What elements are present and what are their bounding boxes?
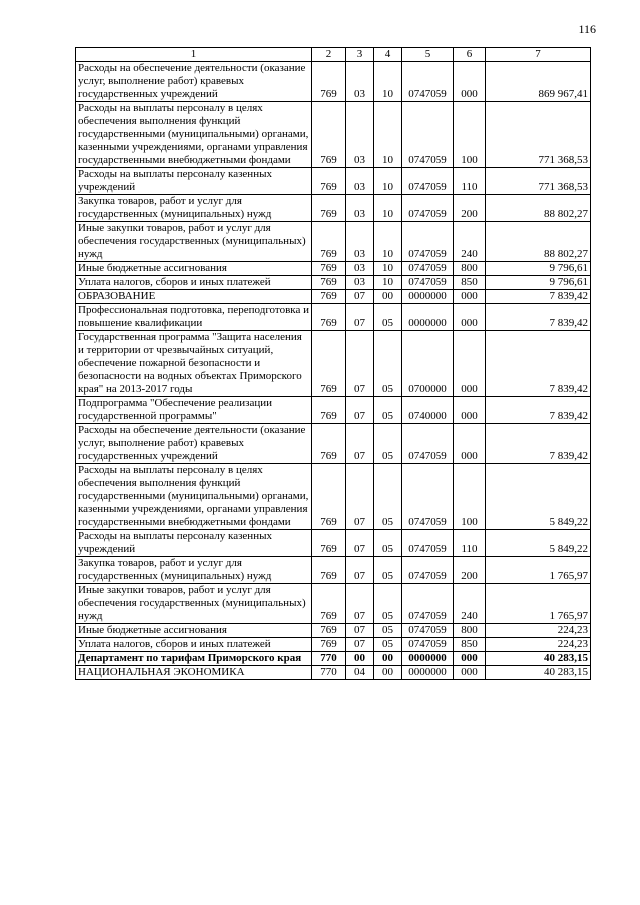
row-code-cell: 850	[454, 276, 486, 290]
row-code-cell: 03	[346, 276, 374, 290]
row-amount-cell: 224,23	[486, 624, 591, 638]
row-amount-cell: 5 849,22	[486, 464, 591, 530]
row-code-cell: 769	[312, 424, 346, 464]
header-cell: 4	[374, 48, 402, 62]
table-row	[76, 222, 591, 262]
row-code-cell: 769	[312, 168, 346, 195]
row-amount-cell: 9 796,61	[486, 262, 591, 276]
row-name-cell: Иные бюджетные ассигнования	[76, 624, 312, 638]
row-code-cell: 03	[346, 62, 374, 102]
row-amount-cell: 771 368,53	[486, 102, 591, 168]
row-amount-cell: 5 849,22	[486, 530, 591, 557]
table-row	[76, 666, 591, 680]
row-code-cell: 770	[312, 652, 346, 666]
row-code-cell: 0747059	[402, 168, 454, 195]
row-name-cell: Государственная программа "Защита населения и территории от чрезвычайных ситуаций, обеспечение пожарной безопасности и безопасности на водных объектах Приморского края" на 2013-2017 годы	[76, 331, 312, 397]
row-name-cell: НАЦИОНАЛЬНАЯ ЭКОНОМИКА	[76, 666, 312, 680]
row-code-cell: 07	[346, 464, 374, 530]
row-amount-cell: 1 765,97	[486, 584, 591, 624]
table-row	[76, 195, 591, 222]
row-code-cell: 769	[312, 276, 346, 290]
row-code-cell: 769	[312, 222, 346, 262]
row-code-cell: 0747059	[402, 62, 454, 102]
row-code-cell: 769	[312, 464, 346, 530]
row-code-cell: 770	[312, 666, 346, 680]
table-row	[76, 102, 591, 168]
table-row	[76, 304, 591, 331]
row-code-cell: 769	[312, 195, 346, 222]
row-amount-cell: 9 796,61	[486, 276, 591, 290]
row-code-cell: 07	[346, 584, 374, 624]
table-row	[76, 624, 591, 638]
row-code-cell: 0747059	[402, 624, 454, 638]
row-code-cell: 0747059	[402, 102, 454, 168]
row-name-cell: Подпрограмма "Обеспечение реализации государственной программы"	[76, 397, 312, 424]
table-row	[76, 168, 591, 195]
row-code-cell: 800	[454, 624, 486, 638]
row-name-cell: Иные закупки товаров, работ и услуг для обеспечения государственных (муниципальных) нужд	[76, 584, 312, 624]
header-cell: 2	[312, 48, 346, 62]
row-code-cell: 000	[454, 304, 486, 331]
row-name-cell: Уплата налогов, сборов и иных платежей	[76, 638, 312, 652]
row-name-cell: Расходы на выплаты персоналу в целях обеспечения выполнения функций государственными (муниципальными) органами, казенными учреждениями, органами управления государственными внебюджетными фондами	[76, 102, 312, 168]
row-code-cell: 07	[346, 557, 374, 584]
header-cell: 5	[402, 48, 454, 62]
row-code-cell: 769	[312, 624, 346, 638]
row-code-cell: 0740000	[402, 397, 454, 424]
row-code-cell: 05	[374, 530, 402, 557]
row-code-cell: 10	[374, 222, 402, 262]
row-amount-cell: 224,23	[486, 638, 591, 652]
row-code-cell: 769	[312, 331, 346, 397]
row-code-cell: 769	[312, 397, 346, 424]
table-row	[76, 652, 591, 666]
row-code-cell: 0747059	[402, 195, 454, 222]
row-code-cell: 10	[374, 102, 402, 168]
row-amount-cell: 7 839,42	[486, 424, 591, 464]
row-code-cell: 00	[374, 290, 402, 304]
row-code-cell: 07	[346, 638, 374, 652]
header-cell: 6	[454, 48, 486, 62]
row-code-cell: 00	[374, 652, 402, 666]
row-code-cell: 000	[454, 62, 486, 102]
row-code-cell: 800	[454, 262, 486, 276]
row-name-cell: Уплата налогов, сборов и иных платежей	[76, 276, 312, 290]
row-code-cell: 0747059	[402, 222, 454, 262]
row-code-cell: 769	[312, 290, 346, 304]
row-amount-cell: 7 839,42	[486, 331, 591, 397]
row-code-cell: 000	[454, 397, 486, 424]
row-amount-cell: 40 283,15	[486, 652, 591, 666]
row-code-cell: 10	[374, 62, 402, 102]
row-code-cell: 000	[454, 652, 486, 666]
row-code-cell: 10	[374, 195, 402, 222]
table-row	[76, 62, 591, 102]
table-header-row	[76, 48, 591, 62]
row-code-cell: 10	[374, 168, 402, 195]
table-row	[76, 262, 591, 276]
row-code-cell: 200	[454, 557, 486, 584]
row-code-cell: 05	[374, 424, 402, 464]
table-row	[76, 584, 591, 624]
row-code-cell: 05	[374, 304, 402, 331]
row-code-cell: 200	[454, 195, 486, 222]
row-code-cell: 0000000	[402, 652, 454, 666]
row-code-cell: 240	[454, 222, 486, 262]
header-cell: 3	[346, 48, 374, 62]
row-code-cell: 240	[454, 584, 486, 624]
row-code-cell: 03	[346, 222, 374, 262]
row-code-cell: 100	[454, 102, 486, 168]
row-code-cell: 05	[374, 397, 402, 424]
row-code-cell: 0000000	[402, 290, 454, 304]
row-code-cell: 05	[374, 557, 402, 584]
row-code-cell: 0747059	[402, 262, 454, 276]
row-code-cell: 10	[374, 262, 402, 276]
row-code-cell: 0000000	[402, 666, 454, 680]
row-code-cell: 05	[374, 464, 402, 530]
row-code-cell: 110	[454, 168, 486, 195]
table-row	[76, 530, 591, 557]
row-code-cell: 10	[374, 276, 402, 290]
table-row	[76, 397, 591, 424]
row-name-cell: ОБРАЗОВАНИЕ	[76, 290, 312, 304]
row-code-cell: 0700000	[402, 331, 454, 397]
row-code-cell: 0000000	[402, 304, 454, 331]
row-code-cell: 07	[346, 331, 374, 397]
row-code-cell: 07	[346, 424, 374, 464]
table-row	[76, 331, 591, 397]
row-name-cell: Расходы на выплаты персоналу казенных учреждений	[76, 168, 312, 195]
row-amount-cell: 1 765,97	[486, 557, 591, 584]
header-cell: 1	[76, 48, 312, 62]
row-code-cell: 07	[346, 624, 374, 638]
row-code-cell: 0747059	[402, 530, 454, 557]
row-name-cell: Иные закупки товаров, работ и услуг для обеспечения государственных (муниципальных) нужд	[76, 222, 312, 262]
row-name-cell: Закупка товаров, работ и услуг для государственных (муниципальных) нужд	[76, 557, 312, 584]
row-code-cell: 00	[374, 666, 402, 680]
table-row	[76, 638, 591, 652]
row-code-cell: 769	[312, 262, 346, 276]
row-name-cell: Профессиональная подготовка, переподготовка и повышение квалификации	[76, 304, 312, 331]
row-code-cell: 769	[312, 557, 346, 584]
table-row	[76, 464, 591, 530]
row-code-cell: 110	[454, 530, 486, 557]
table-row	[76, 557, 591, 584]
page-number: 116	[578, 22, 596, 36]
row-amount-cell: 771 368,53	[486, 168, 591, 195]
row-amount-cell: 40 283,15	[486, 666, 591, 680]
row-code-cell: 07	[346, 290, 374, 304]
row-name-cell: Расходы на выплаты персоналу в целях обеспечения выполнения функций государственными (муниципальными) органами, казенными учреждениями, органами управления государственными внебюджетными фондами	[76, 464, 312, 530]
row-code-cell: 000	[454, 331, 486, 397]
row-code-cell: 0747059	[402, 638, 454, 652]
table-row	[76, 424, 591, 464]
table-body	[76, 48, 591, 680]
row-code-cell: 0747059	[402, 557, 454, 584]
table-row	[76, 290, 591, 304]
row-code-cell: 05	[374, 624, 402, 638]
row-name-cell: Иные бюджетные ассигнования	[76, 262, 312, 276]
row-code-cell: 0747059	[402, 464, 454, 530]
budget-table	[75, 47, 591, 680]
row-code-cell: 000	[454, 666, 486, 680]
row-amount-cell: 7 839,42	[486, 397, 591, 424]
row-code-cell: 769	[312, 584, 346, 624]
row-name-cell: Департамент по тарифам Приморского края	[76, 652, 312, 666]
row-name-cell: Расходы на выплаты персоналу казенных учреждений	[76, 530, 312, 557]
row-code-cell: 07	[346, 304, 374, 331]
row-code-cell: 769	[312, 530, 346, 557]
row-code-cell: 03	[346, 262, 374, 276]
row-code-cell: 07	[346, 530, 374, 557]
row-amount-cell: 7 839,42	[486, 304, 591, 331]
row-code-cell: 769	[312, 102, 346, 168]
row-name-cell: Расходы на обеспечение деятельности (оказание услуг, выполнение работ) кравевых государственных учреждений	[76, 62, 312, 102]
row-name-cell: Закупка товаров, работ и услуг для государственных (муниципальных) нужд	[76, 195, 312, 222]
row-code-cell: 00	[346, 652, 374, 666]
row-code-cell: 05	[374, 331, 402, 397]
row-code-cell: 000	[454, 290, 486, 304]
row-code-cell: 769	[312, 304, 346, 331]
row-amount-cell: 869 967,41	[486, 62, 591, 102]
row-code-cell: 03	[346, 195, 374, 222]
row-code-cell: 769	[312, 62, 346, 102]
row-code-cell: 100	[454, 464, 486, 530]
row-code-cell: 0747059	[402, 424, 454, 464]
row-code-cell: 05	[374, 584, 402, 624]
row-code-cell: 0747059	[402, 584, 454, 624]
row-code-cell: 03	[346, 102, 374, 168]
row-code-cell: 850	[454, 638, 486, 652]
row-code-cell: 000	[454, 424, 486, 464]
row-amount-cell: 7 839,42	[486, 290, 591, 304]
row-code-cell: 04	[346, 666, 374, 680]
row-code-cell: 03	[346, 168, 374, 195]
header-cell: 7	[486, 48, 591, 62]
row-amount-cell: 88 802,27	[486, 222, 591, 262]
row-name-cell: Расходы на обеспечение деятельности (оказание услуг, выполнение работ) кравевых государственных учреждений	[76, 424, 312, 464]
table-row	[76, 276, 591, 290]
row-code-cell: 769	[312, 638, 346, 652]
row-amount-cell: 88 802,27	[486, 195, 591, 222]
row-code-cell: 07	[346, 397, 374, 424]
row-code-cell: 0747059	[402, 276, 454, 290]
row-code-cell: 05	[374, 638, 402, 652]
